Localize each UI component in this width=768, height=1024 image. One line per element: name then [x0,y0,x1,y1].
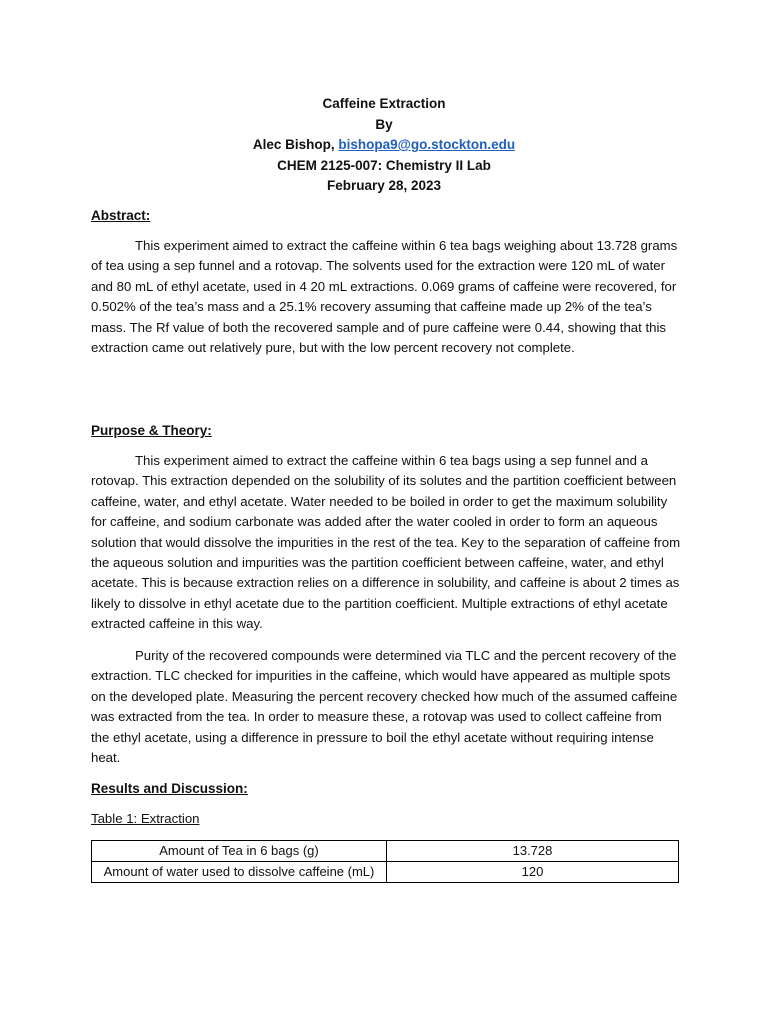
abstract-section [91,236,681,358]
author-name: Alec Bishop, [252,137,339,152]
purpose-heading-block [91,421,681,441]
course-line: CHEM 2125-007: Chemistry II Lab [277,157,491,173]
results-heading: Results and Discussion: [91,781,248,796]
abstract-heading-block [91,206,681,226]
purpose-paragraph-1: This experiment aimed to extract the caffeine within 6 tea bags using a sep funnel and a rotovap. This extraction depended on the solubility of its solutes and the partition coefficient between caffeine, water, and ethyl acetate. Water needed to be boiled in order to get the maximum solubility for caffeine, and sodium carbonate was added after the water cooled in order to form an aqueous solution that would dissolve the impurities in the rest of the tea. Key to the separation of caffeine from the aqueous solution and impurities was the partition coefficient between caffeine, water, and ethyl acetate. This is because extraction relies on a difference in solubility, and caffeine is about 2 times as likely to dissolve in ethyl acetate due to the partition coefficient. Multiple extractions of ethyl acetate extracted caffeine in this way. [91,453,681,632]
document-title: Caffeine Extraction [322,96,446,111]
table-cell-label: Amount of water used to dissolve caffeine (mL) [92,862,387,883]
abstract-paragraph: This experiment aimed to extract the caffeine within 6 tea bags weighing about 13.728 grams of tea using a sep funnel and a rotovap. The solvents used for the extraction were 120 mL of water and 80 mL of ethyl acetate, used in 4 20 mL extractions. 0.069 grams of caffeine were recovered, for 0.502% of the tea’s mass and a 25.1% recovery assuming that caffeine made up 2% of the tea’s mass. The Rf value of both the recovered sample and of pure caffeine were 0.44, showing that this extraction came out relatively pure, but with the low percent recovery not complete. [91,238,678,356]
date-line: February 28, 2023 [326,178,442,193]
table-row [92,862,679,883]
table-caption-block [91,809,681,829]
results-heading-block [91,779,681,799]
purpose-section [91,451,681,635]
author-line [0,135,768,156]
title-block [0,94,768,197]
abstract-heading: Abstract: [91,208,151,223]
byline: By [375,116,393,132]
author-email-link[interactable]: bishopa9@go.stockton.edu [338,137,516,152]
extraction-table [91,840,679,883]
purpose-heading: Purpose & Theory: [91,423,212,438]
table-row [92,841,679,862]
table-cell-label: Amount of Tea in 6 bags (g) [92,841,387,862]
table-cell-value: 13.728 [387,841,679,862]
table-cell-value: 120 [387,862,679,883]
table-caption: Table 1: Extraction [91,811,200,826]
purpose-section-2 [91,646,681,768]
purpose-paragraph-2: Purity of the recovered compounds were determined via TLC and the percent recovery of the extraction. TLC checked for impurities in the caffeine, which would have appeared as multiple spots on the developed plate. Measuring the percent recovery checked how much of the assumed caffeine was extracted from the tea. In order to measure these, a rotovap was used to collect caffeine from the ethyl acetate, using a difference in pressure to boil the ethyl acetate without requiring intense heat. [91,648,678,766]
